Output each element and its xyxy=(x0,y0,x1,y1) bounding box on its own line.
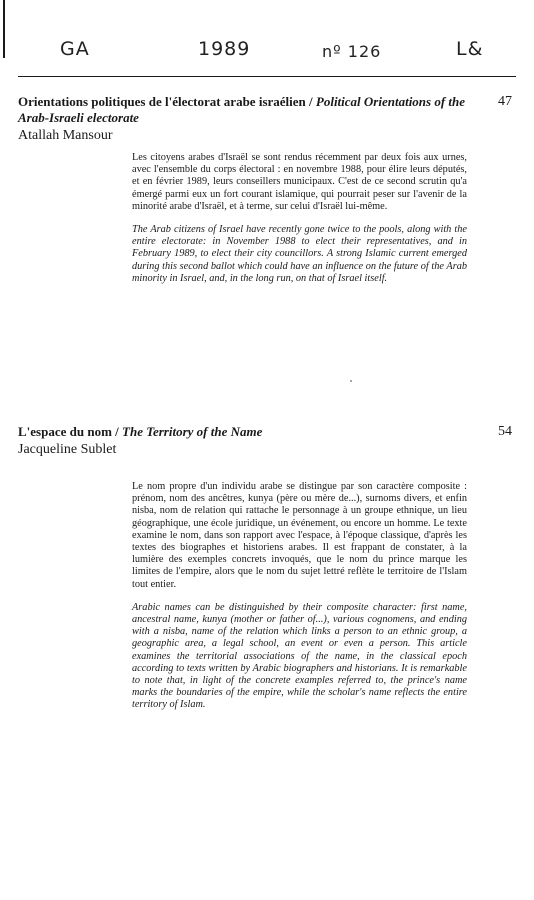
left-margin-rule xyxy=(3,0,5,58)
title-separator: / xyxy=(111,424,123,439)
abstract-french: Les citoyens arabes d'Israël se sont rendus récemment par deux fois aux urnes, avec l'ensemble du corps électoral : en novembre 1988, pour élire leurs députés, et en février 1989, leurs conseillers municipaux. C'est de ce second scrutin qu'a émergé parmi eux un fort courant islamique, qui pourrait peser sur l'avenir de la minorité arabe d'Israël, et à terme, sur celui d'Israël lui-même. xyxy=(132,152,467,212)
abstract-english: The Arab citizens of Israel have recently gone twice to the pools, along with the entire electorate: in November 1988 to elect their representatives, and in February 1989, to elect their city councillors. A strong Islamic current emerged during this second ballot which could have an influence on the future of the Arab minority in Israel, and, in the long run, on that of Israel itself. xyxy=(132,224,467,284)
article-entry xyxy=(18,94,516,145)
title-english: Political Orientations of the Arab-Israeli electorate xyxy=(18,94,466,125)
handwritten-note: L& xyxy=(456,38,484,60)
page-number: 47 xyxy=(498,94,512,109)
abstract-block xyxy=(132,481,467,712)
abstract-block xyxy=(132,152,467,285)
handwritten-note: 1989 xyxy=(198,38,251,60)
speck xyxy=(350,380,352,382)
article-title xyxy=(18,94,483,126)
abstract-french: Le nom propre d'un individu arabe se distingue par son caractère composite : prénom, nom des ancêtres, kunya (père ou mère de...), surnoms divers, et enfin nisba, nom de relation qui rattache le personnage à un groupe ethnique, un lieu géographique, une école juridique, un événement, ou encore un homme. Le texte examine le nom, dans son rapport avec l'espace, à l'époque classique, d'après les textes des biographes et historiens arabes. Il est frappant de constater, à la lumière des exemples concrets invoqués, que le nom du prince marque les limites de l'empire, alors que le nom du sujet lettré reflète le territoire de l'Islam tout entier. xyxy=(132,481,467,590)
handwritten-note: nº 126 xyxy=(322,42,382,61)
author-name: Jacqueline Sublet xyxy=(18,442,117,457)
page-number: 54 xyxy=(498,424,512,439)
title-english: The Territory of the Name xyxy=(122,424,263,439)
article-entry xyxy=(18,424,516,459)
handwritten-note: GA xyxy=(60,38,90,60)
title-separator: / xyxy=(305,94,316,109)
header-rule xyxy=(18,76,516,77)
title-french: Orientations politiques de l'électorat arabe israélien xyxy=(18,94,306,109)
abstract-english: Arabic names can be distinguished by their composite character: first name, ancestral name, kunya (mother or father of...), various cognomens, and ending with a nisba, name of the relation which links a person to an ethnic group, a geographic area, a legal school, an event or even a person. This article examines the territorial associations of the name, in the classical epoch according to texts written by Arabic biographers and historians. It is remarkable to note that, in light of the concrete examples referred to, the prince's name marks the boundaries of the empire, while the scholar's name reflects the entire territory of Islam. xyxy=(132,601,467,711)
title-french: L'espace du nom xyxy=(18,424,112,439)
article-title xyxy=(18,424,483,440)
author-name: Atallah Mansour xyxy=(18,128,113,143)
